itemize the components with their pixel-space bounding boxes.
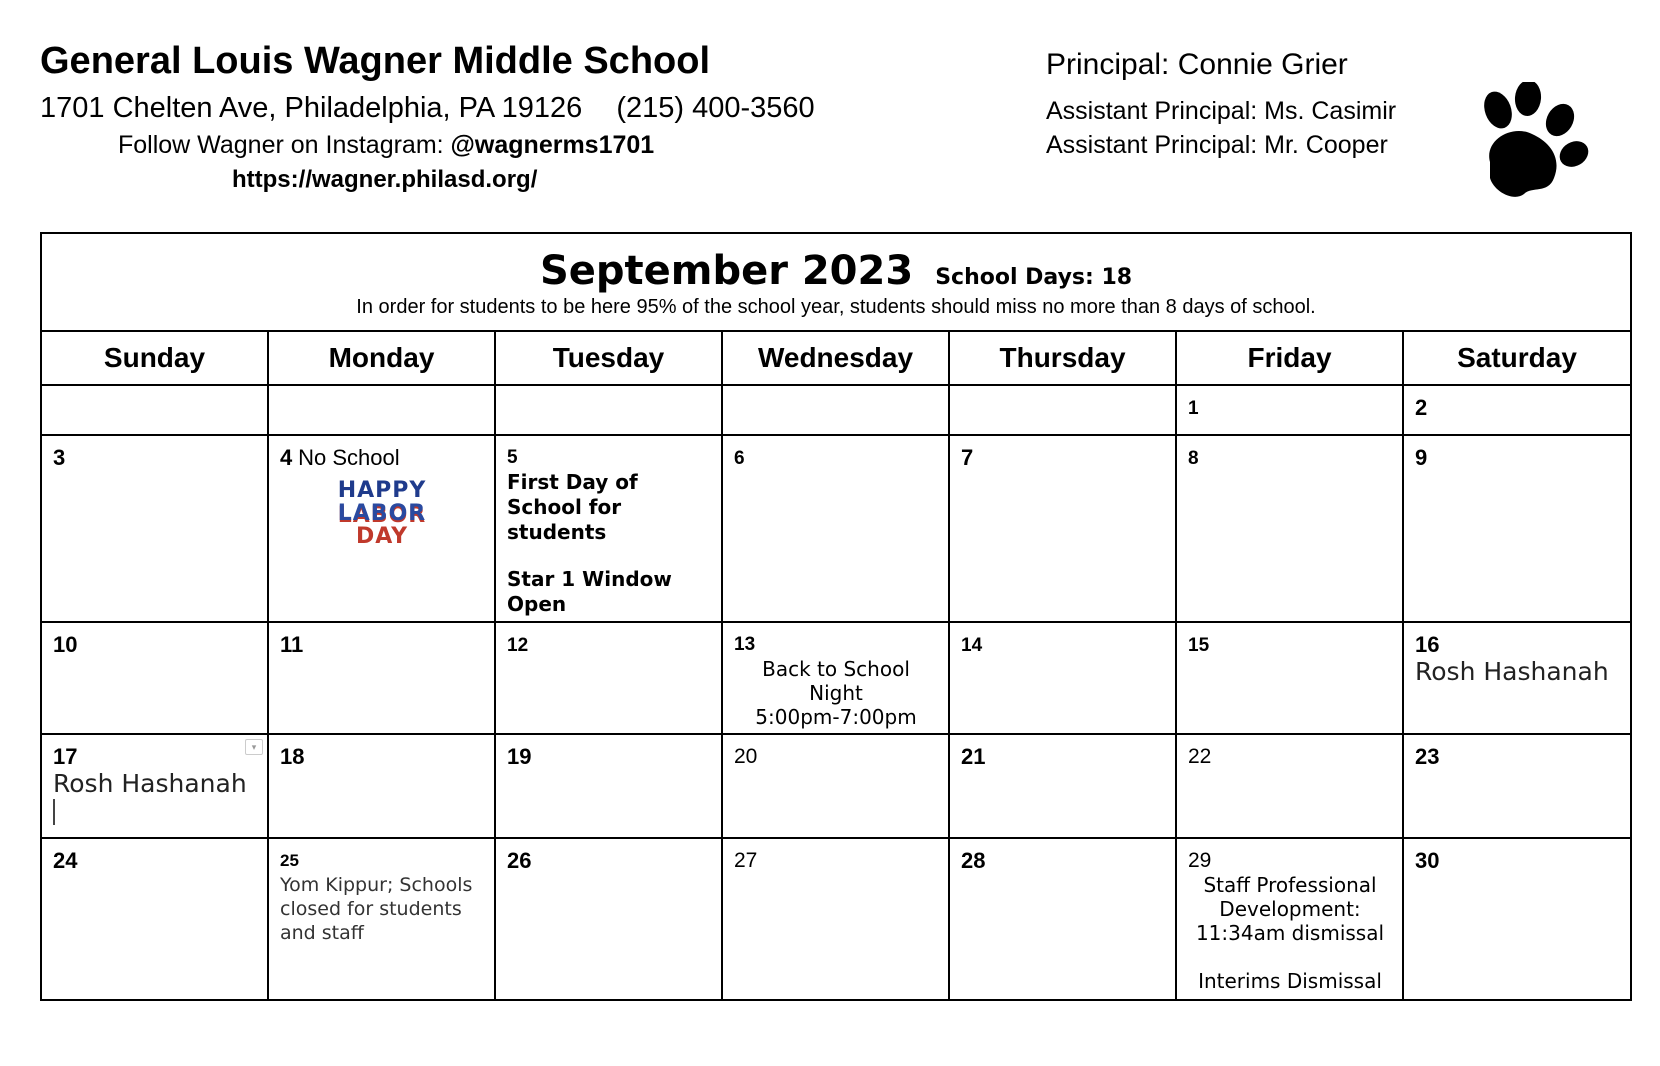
day-cell-29[interactable]	[1176, 838, 1403, 1000]
event-spacer	[1188, 945, 1392, 969]
instagram-handle: @wagnerms1701	[450, 131, 655, 159]
paw-print-icon	[1470, 82, 1594, 206]
day-number: 19	[507, 744, 532, 769]
day-cell-7[interactable]	[949, 435, 1176, 622]
day-number: 24	[53, 848, 78, 873]
day-cell-22[interactable]	[1176, 734, 1403, 838]
labor-day-text-day: DAY	[355, 524, 409, 549]
event-rosh-hashanah: Rosh Hashanah	[53, 769, 247, 798]
day-cell-empty[interactable]	[722, 385, 949, 435]
day-number: 14	[961, 635, 983, 656]
day-number: 23	[1415, 744, 1440, 769]
calendar-title-cell	[41, 233, 1631, 331]
day-cell-20[interactable]	[722, 734, 949, 838]
day-number: 15	[1188, 635, 1210, 656]
event-interims-dismissal: Interims Dismissal	[1198, 969, 1382, 993]
day-cell-28[interactable]	[949, 838, 1176, 1000]
day-number: 26	[507, 848, 532, 873]
day-number: 2	[1415, 395, 1428, 420]
attendance-note: In order for students to be here 95% of the school year, students should miss no more than 8 days of school.	[356, 296, 1316, 318]
day-cell-3[interactable]	[41, 435, 268, 622]
day-cell-25[interactable]	[268, 838, 495, 1000]
weekday-header-sunday: Sunday	[41, 331, 268, 385]
weekday-header-monday: Monday	[268, 331, 495, 385]
assistant-principal-2: Assistant Principal: Mr. Cooper	[1046, 131, 1388, 159]
day-number: 29	[1188, 849, 1212, 872]
event-rosh-hashanah: Rosh Hashanah	[1415, 657, 1609, 686]
day-cell-12[interactable]	[495, 622, 722, 734]
day-number: 9	[1415, 445, 1428, 470]
day-number: 28	[961, 848, 986, 873]
day-number: 30	[1415, 848, 1440, 873]
school-address: 1701 Chelten Ave, Philadelphia, PA 19126	[40, 92, 583, 124]
day-cell-24[interactable]	[41, 838, 268, 1000]
day-number: 13	[734, 634, 756, 655]
day-number: 21	[961, 744, 986, 769]
day-cell-8[interactable]	[1176, 435, 1403, 622]
day-cell-5[interactable]	[495, 435, 722, 622]
day-cell-18[interactable]	[268, 734, 495, 838]
event-star-window: Star 1 Window Open	[507, 567, 672, 616]
event-back-to-school-night: Back to School Night	[762, 657, 910, 705]
assistant-principal-1: Assistant Principal: Ms. Casimir	[1046, 97, 1397, 125]
day-number: 8	[1188, 448, 1199, 469]
day-cell-empty[interactable]	[268, 385, 495, 435]
day-number: 20	[734, 745, 758, 768]
text-cursor	[53, 799, 55, 825]
instagram-label: Follow Wagner on Instagram:	[118, 131, 451, 159]
instagram-line	[118, 131, 654, 160]
day-number: 16	[1415, 632, 1440, 657]
day-number: 22	[1188, 745, 1212, 768]
day-cell-10[interactable]	[41, 622, 268, 734]
day-cell-26[interactable]	[495, 838, 722, 1000]
school-name: General Louis Wagner Middle School	[40, 40, 711, 82]
school-website[interactable]: https://wagner.philasd.org/	[232, 166, 538, 193]
labor-day-text-labor: LABOR	[337, 501, 427, 526]
event-spacer	[507, 545, 711, 567]
labor-day-text-happy: HAPPY	[337, 478, 427, 503]
event-no-school: No School	[298, 445, 400, 470]
cell-dropdown-icon[interactable]: ▾	[245, 739, 263, 755]
school-phone: (215) 400-3560	[616, 92, 815, 124]
weekday-header-saturday: Saturday	[1403, 331, 1631, 385]
day-cell-11[interactable]	[268, 622, 495, 734]
day-cell-14[interactable]	[949, 622, 1176, 734]
month-title: September 2023	[539, 248, 914, 294]
day-number: 27	[734, 849, 758, 872]
weekday-header-friday: Friday	[1176, 331, 1403, 385]
day-number: 18	[280, 744, 305, 769]
school-address-line	[40, 92, 815, 125]
day-cell-16[interactable]	[1403, 622, 1631, 734]
day-number: 1	[1188, 398, 1199, 419]
day-cell-4[interactable]	[268, 435, 495, 622]
weekday-header-tuesday: Tuesday	[495, 331, 722, 385]
event-yom-kippur: Yom Kippur; Schools closed for students and staff	[280, 874, 473, 944]
event-staff-pd: Staff Professional Development: 11:34am dismissal	[1195, 873, 1385, 945]
day-number: 6	[734, 448, 745, 469]
day-cell-2[interactable]	[1403, 385, 1631, 435]
weekday-header-wednesday: Wednesday	[722, 331, 949, 385]
day-number: 7	[961, 445, 974, 470]
day-cell-9[interactable]	[1403, 435, 1631, 622]
day-cell-17[interactable]	[41, 734, 268, 838]
day-cell-empty[interactable]	[949, 385, 1176, 435]
labor-day-image	[330, 479, 434, 548]
day-cell-27[interactable]	[722, 838, 949, 1000]
day-cell-30[interactable]	[1403, 838, 1631, 1000]
day-cell-23[interactable]	[1403, 734, 1631, 838]
day-cell-13[interactable]	[722, 622, 949, 734]
september-calendar	[40, 232, 1632, 1001]
day-number: 12	[507, 635, 529, 656]
day-cell-15[interactable]	[1176, 622, 1403, 734]
day-cell-21[interactable]	[949, 734, 1176, 838]
day-number: 4	[280, 445, 293, 470]
day-number: 5	[507, 447, 518, 468]
day-number: 17	[53, 744, 78, 769]
day-number: 11	[280, 632, 304, 657]
day-cell-6[interactable]	[722, 435, 949, 622]
day-number: 10	[53, 632, 78, 657]
day-number: 3	[53, 445, 66, 470]
principal-name: Principal: Connie Grier	[1046, 48, 1348, 81]
day-cell-empty[interactable]	[41, 385, 268, 435]
day-cell-empty[interactable]	[495, 385, 722, 435]
day-number: 25	[280, 851, 299, 870]
event-first-day: First Day of School for students	[507, 470, 638, 544]
day-cell-1[interactable]	[1176, 385, 1403, 435]
day-cell-19[interactable]	[495, 734, 722, 838]
school-days-count: School Days: 18	[935, 265, 1133, 290]
weekday-header-thursday: Thursday	[949, 331, 1176, 385]
event-back-to-school-time: 5:00pm-7:00pm	[755, 705, 917, 729]
